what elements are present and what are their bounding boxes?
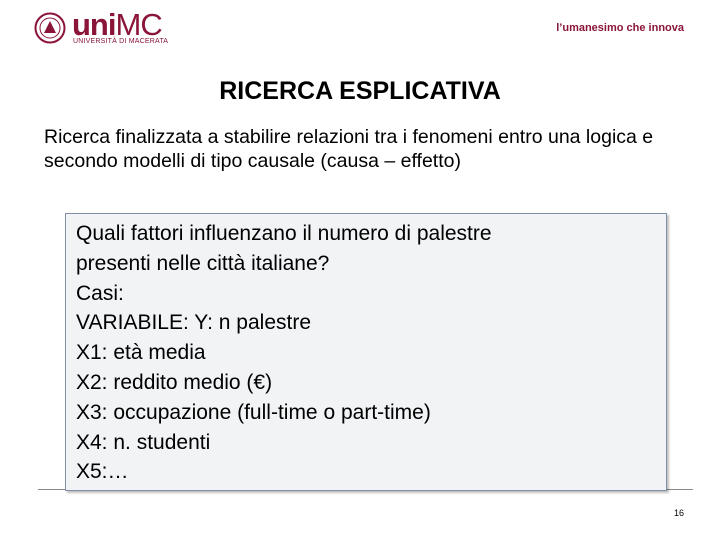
university-logo bbox=[34, 7, 174, 48]
box-line: Casi: bbox=[76, 281, 124, 305]
slide-title: RICERCA ESPLICATIVA bbox=[219, 77, 501, 105]
box-line: X5:… bbox=[76, 460, 129, 484]
logo-wordmark: uniMC bbox=[72, 7, 162, 42]
box-line: X4: n. studenti bbox=[76, 430, 211, 454]
tagline: l’umanesimo che innova bbox=[556, 22, 684, 34]
box-line: VARIABILE: Y: n palestre bbox=[76, 311, 312, 335]
box-line: X1: età media bbox=[76, 341, 206, 365]
example-box bbox=[65, 213, 667, 491]
box-line: X3: occupazione (full-time o part-time) bbox=[76, 400, 431, 424]
box-line: X2: reddito medio (€) bbox=[76, 370, 273, 394]
page-number: 16 bbox=[673, 508, 684, 518]
box-line: presenti nelle città italiane? bbox=[76, 251, 330, 275]
intro-paragraph: Ricerca finalizzata a stabilire relazioni tra i fenomeni entro una logica e secondo modelli di tipo causale (causa – effetto) bbox=[44, 126, 654, 172]
university-seal-icon bbox=[34, 12, 66, 44]
box-line: Quali fattori influenzano il numero di palestre bbox=[76, 222, 492, 245]
logo-university-name: UNIVERSITÀ DI MACERATA bbox=[73, 38, 169, 45]
